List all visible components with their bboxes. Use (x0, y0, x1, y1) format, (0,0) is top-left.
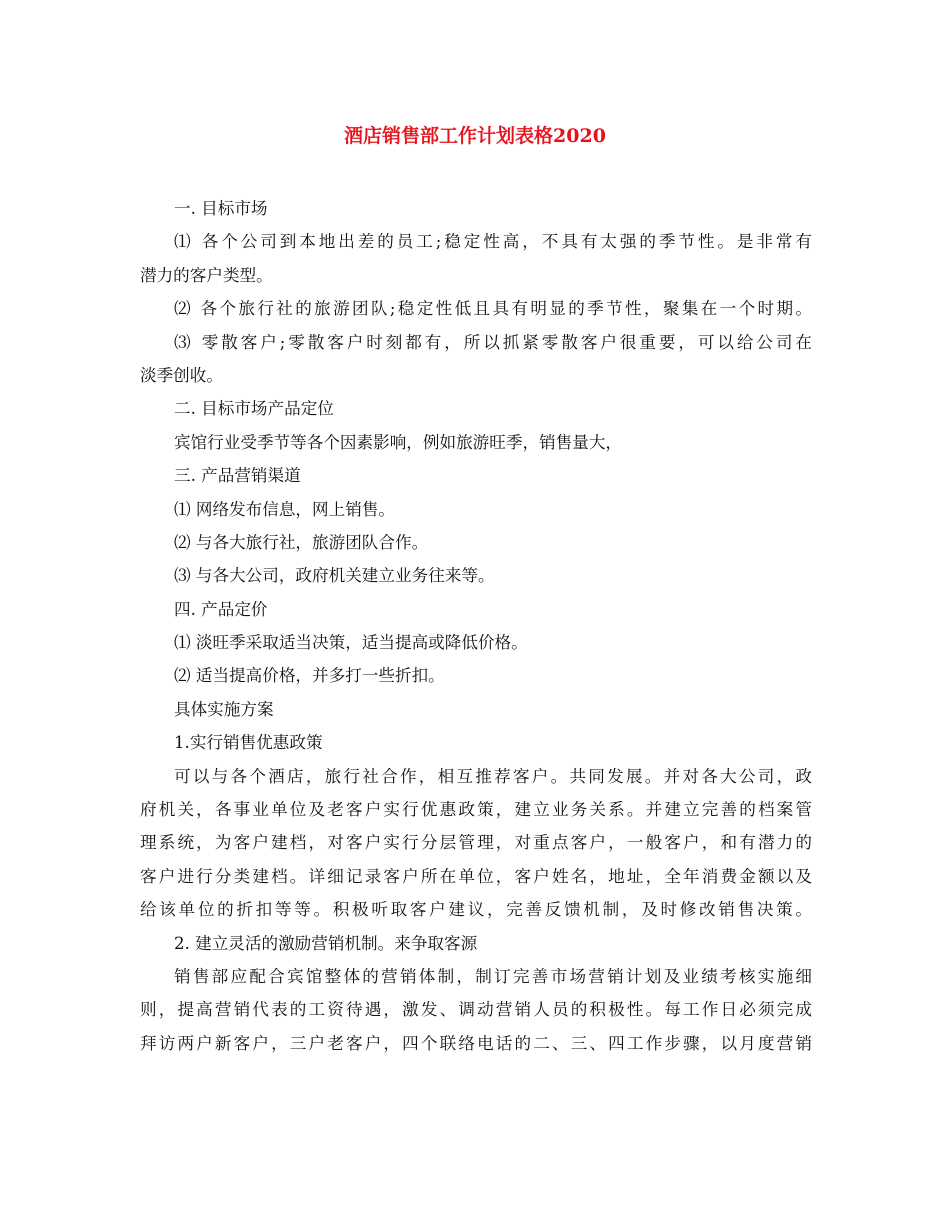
text-line: 三. 产品营销渠道 (174, 466, 301, 486)
text-line: 拜访两户新客户，三户老客户，四个联络电话的二、三、四工作步骤，以月度营销 (140, 1033, 812, 1053)
text-line: 理系统，为客户建档，对客户实行分层管理，对重点客户，一般客户，和有潜力的 (140, 833, 812, 853)
document-body (140, 192, 812, 1060)
text-line: 2. 建立灵活的激励营销机制。来争取客源 (174, 933, 478, 953)
text-line: ⑴ 淡旺季采取适当决策，适当提高或降低价格。 (174, 633, 528, 653)
text-line: 一. 目标市场 (174, 199, 268, 218)
document-title: 酒店销售部工作计划表格2020 (344, 125, 606, 147)
text-line: 府机关，各事业单位及老客户实行优惠政策，建立业务关系。并建立完善的档案管 (140, 800, 812, 820)
text-line: ⑶ 零散客户;零散客户时刻都有，所以抓紧零散客户很重要，可以给公司在 (174, 332, 812, 352)
text-line: ⑴ 各个公司到本地出差的员工;稳定性高，不具有太强的季节性。是非常有 (174, 232, 812, 252)
text-line: 则，提高营销代表的工资待遇，激发、调动营销人员的积极性。每工作日必须完成 (140, 1000, 812, 1020)
text-line: 1.实行销售优惠政策 (174, 733, 323, 753)
text-line: ⑶ 与各大公司，政府机关建立业务往来等。 (174, 566, 495, 586)
text-line: 四. 产品定价 (174, 599, 268, 619)
text-line: ⑵ 与各大旅行社，旅游团队合作。 (174, 532, 429, 552)
text-line: ⑵ 适当提高价格，并多打一些折扣。 (174, 666, 445, 686)
text-line: 淡季创收。 (140, 365, 223, 385)
text-line: 给该单位的折扣等等。积极听取客户建议，完善反馈机制，及时修改销售决策。 (140, 900, 812, 920)
text-line: ⑴ 网络发布信息，网上销售。 (174, 499, 395, 519)
text-line: 客户进行分类建档。详细记录客户所在单位，客户姓名，地址，全年消费金额以及 (140, 866, 812, 886)
text-line: 宾馆行业受季节等各个因素影响，例如旅游旺季，销售量大， (174, 432, 623, 452)
text-line: ⑵ 各个旅行社的旅游团队;稳定性低且具有明显的季节性，聚集在一个时期。 (174, 299, 812, 319)
text-line: 具体实施方案 (174, 699, 274, 719)
text-line: 销售部应配合宾馆整体的营销体制，制订完善市场营销计划及业绩考核实施细 (174, 966, 812, 986)
text-line: 可以与各个酒店，旅行社合作，相互推荐客户。共同发展。并对各大公司，政 (174, 766, 812, 786)
text-line: 二. 目标市场产品定位 (174, 399, 334, 419)
text-line: 潜力的客户类型。 (140, 265, 273, 285)
